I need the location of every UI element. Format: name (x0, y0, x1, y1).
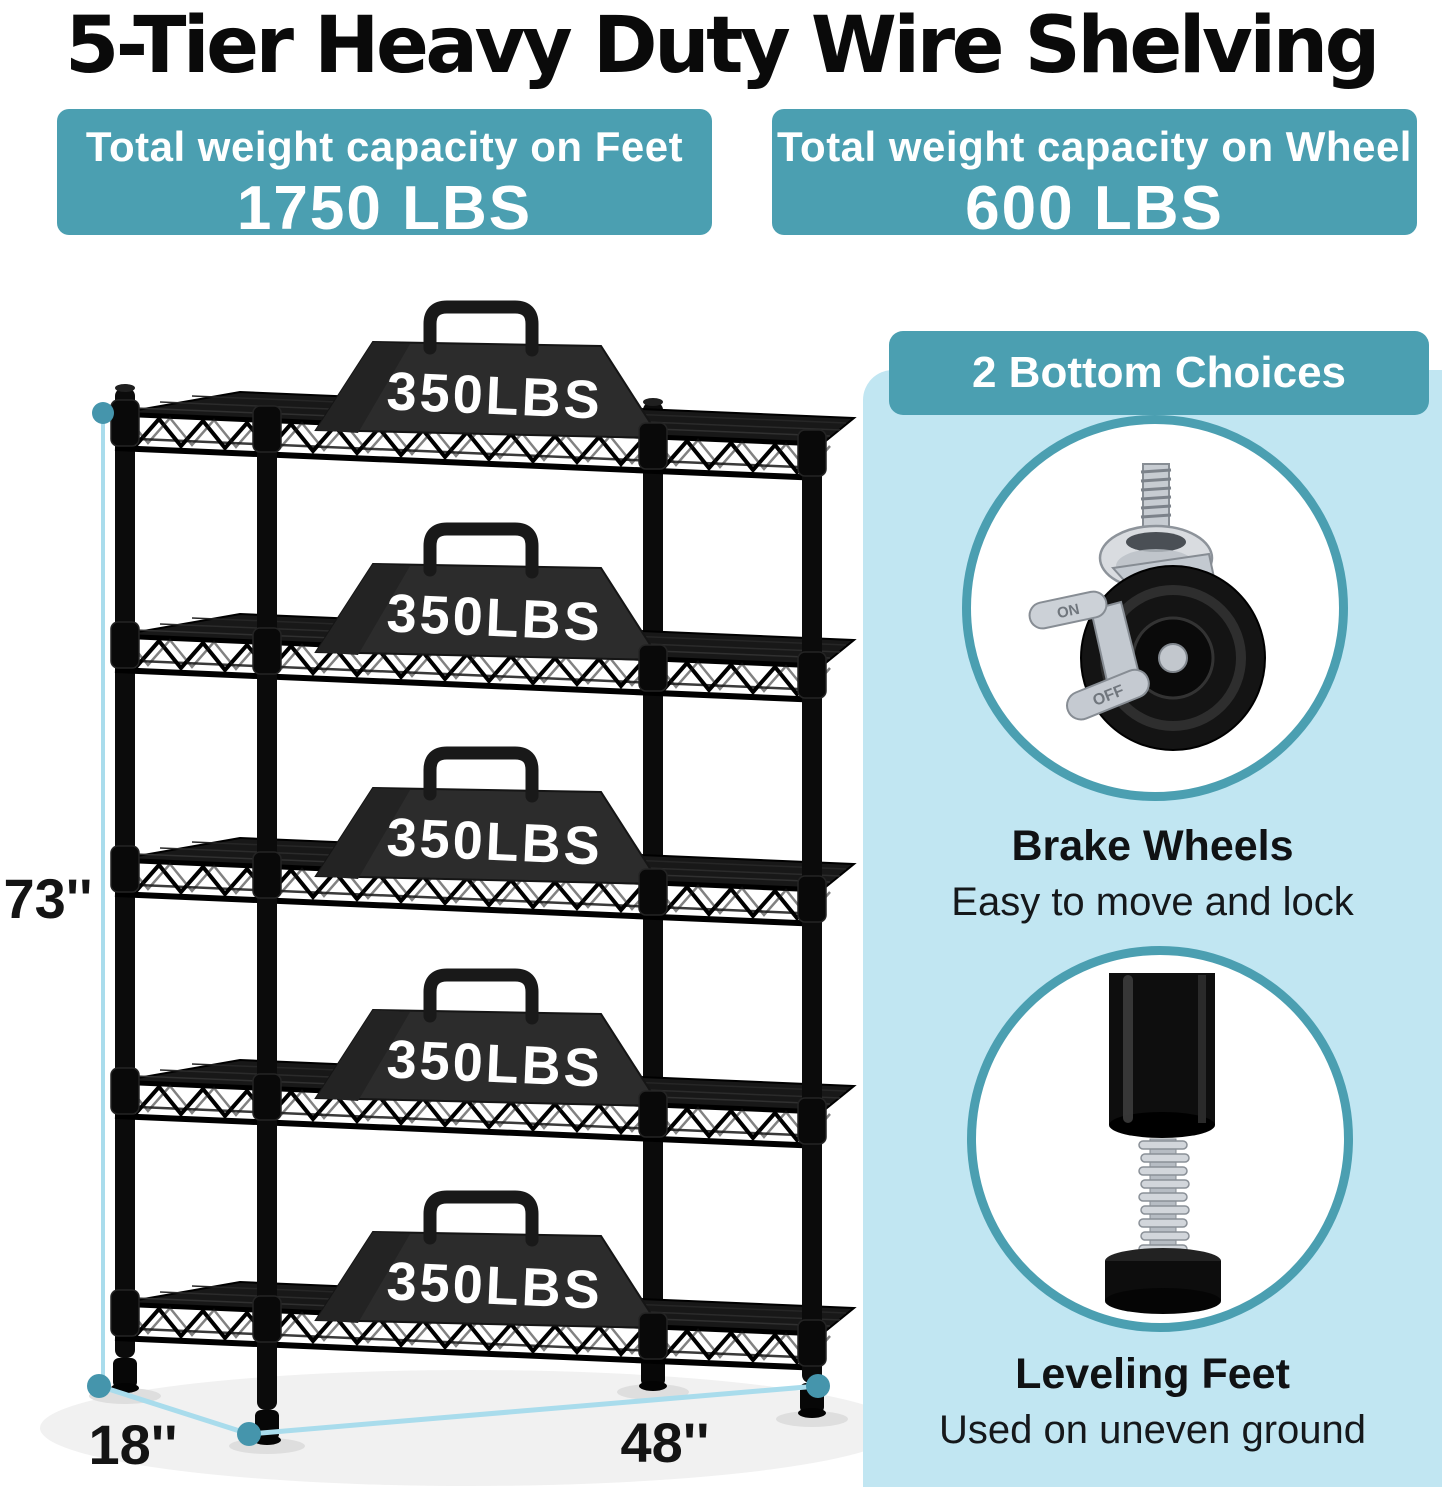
weight-label-tier3: 350LBS (385, 807, 605, 877)
capacity-banner-feet (57, 109, 712, 243)
leveling-feet-title: Leveling Feet (1015, 1350, 1290, 1398)
width-dimension-label: 48'' (620, 1411, 710, 1474)
capacity-banner-feet-label: Total weight capacity on Feet (85, 123, 684, 170)
weight-label-tier2: 350LBS (385, 583, 605, 653)
capacity-banner-wheel (772, 109, 1417, 243)
brake-on-label: ON (1055, 600, 1082, 623)
leveling-foot-photo (967, 946, 1353, 1332)
shelving-unit-illustration (0, 278, 880, 1488)
capacity-banner-feet-value: 1750 LBS (236, 174, 533, 243)
weight-label-tier1: 350LBS (385, 361, 605, 431)
capacity-banner-wheel-value: 600 LBS (965, 174, 1224, 243)
dimension-dot (806, 1374, 830, 1398)
dimension-dot (87, 1374, 111, 1398)
leveling-foot-icon (976, 955, 1344, 1323)
brake-off-label: OFF (1090, 682, 1127, 710)
brake-wheels-description: Easy to move and lock (951, 880, 1354, 924)
page-title: 5-Tier Heavy Duty Wire Shelving (65, 1, 1377, 91)
caster-wheel-icon (971, 424, 1339, 792)
height-dimension-label: 73'' (3, 867, 93, 930)
caster-wheel-photo (962, 415, 1348, 801)
capacity-banner-wheel-label: Total weight capacity on Wheel (777, 123, 1412, 170)
depth-dimension-label: 18'' (88, 1413, 178, 1476)
leveling-feet-description: Used on uneven ground (939, 1408, 1366, 1452)
weight-label-tier5: 350LBS (385, 1251, 605, 1321)
brake-wheels-title: Brake Wheels (1011, 822, 1294, 870)
dimension-dot (92, 402, 114, 424)
dimension-dot (237, 1422, 261, 1446)
bottom-choices-header: 2 Bottom Choices (889, 331, 1429, 415)
weight-label-tier4: 350LBS (385, 1029, 605, 1099)
